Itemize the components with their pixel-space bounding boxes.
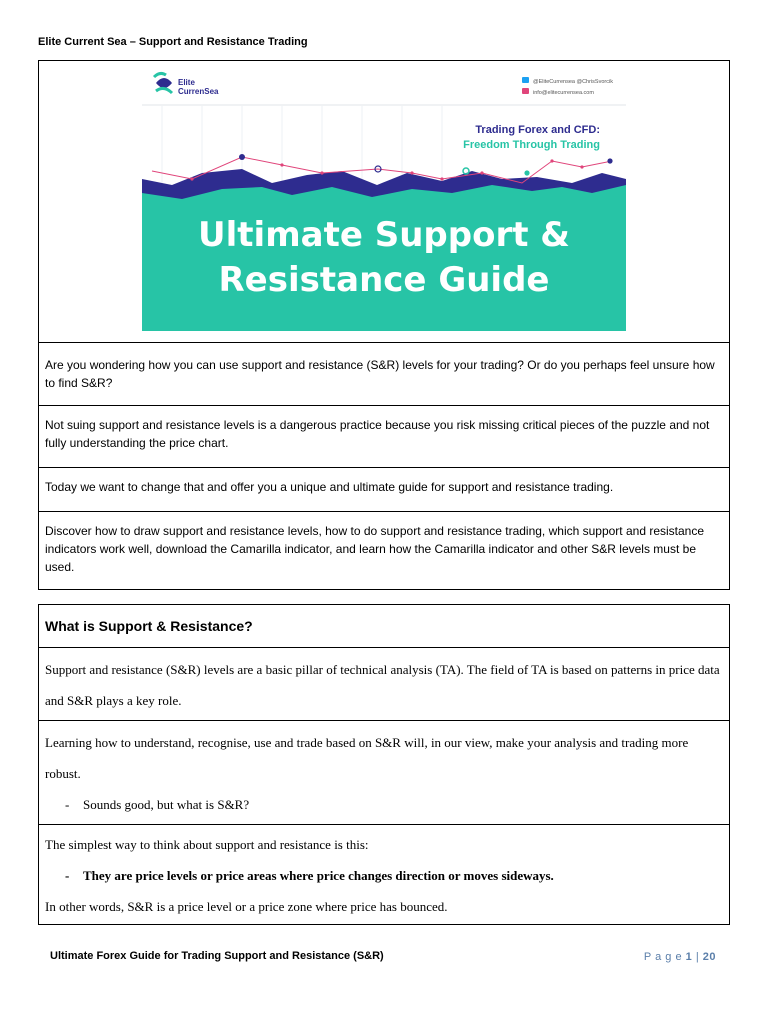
intro-row-2 [39, 405, 729, 467]
section-paragraph-1: Support and resistance (S&R) levels are a basic pillar of technical analysis (TA). The field of TA is based on patterns in price data and S&R plays a key role. [45, 662, 720, 708]
section-paragraph-2: Learning how to understand, recognise, use and trade based on S&R will, in our view, make your analysis and trading more robust. [45, 735, 689, 781]
section-row-3 [39, 824, 729, 925]
tagline-line2: Freedom Through Trading [463, 139, 600, 151]
page-separator: | [695, 951, 700, 963]
section-heading: What is Support & Resistance? [45, 618, 253, 634]
page-word: P a g e [643, 951, 683, 963]
section-paragraph-3: The simplest way to think about support and resistance is this: [45, 837, 369, 852]
page-number [644, 951, 716, 963]
social-twitter: @EliteCurrensea @ChrisSvorcik [533, 79, 613, 85]
intro-paragraph-4: Discover how to draw support and resistance levels, how to do support and resistance trading, which support and resistance indicators work well, download the Camarilla indicator, and learn how the Camarilla indicator and other S&R levels must be used. [45, 524, 705, 574]
bullet-dash: - [65, 797, 70, 812]
tagline-line1: Trading Forex and CFD: [475, 124, 600, 136]
cover-banner-image [142, 61, 626, 331]
bullet-dash: - [65, 868, 70, 883]
footer-title: Ultimate Forex Guide for Trading Support and Resistance (S&R) [50, 950, 384, 962]
intro-row-3 [39, 467, 729, 511]
bullet-text-1: Sounds good, but what is S&R? [83, 797, 250, 812]
section-paragraph-4: In other words, S&R is a price level or a price zone where price has bounced. [45, 899, 448, 914]
email-icon [522, 88, 529, 94]
banner-cell [39, 61, 729, 342]
bullet-item-2 [45, 860, 723, 891]
intro-paragraph-1: Are you wondering how you can use support and resistance (S&R) levels for your trading? Or do you perhaps feel unsure how to find S&R? [45, 358, 715, 390]
banner-title-line1: Ultimate Support & [198, 215, 570, 255]
bullet-text-2: They are price levels or price areas where price changes direction or moves sideways. [83, 868, 554, 883]
intro-paragraph-2: Not suing support and resistance levels is a dangerous practice because you risk missing critical pieces of the puzzle and not fully understanding the price chart. [45, 418, 710, 450]
twitter-icon [522, 77, 529, 83]
intro-row-1 [39, 342, 729, 405]
intro-paragraph-3: Today we want to change that and offer you a unique and ultimate guide for support and resistance trading. [45, 480, 614, 494]
section-row-1 [39, 647, 729, 720]
section-heading-row [39, 605, 729, 647]
running-header: Elite Current Sea – Support and Resistance Trading [38, 36, 308, 48]
brand-name-line2: CurrenSea [178, 87, 219, 96]
bullet-item-1 [45, 789, 723, 820]
page-current: 1 [685, 951, 693, 963]
intro-row-4 [39, 511, 729, 590]
page-total: 20 [702, 951, 716, 963]
banner-title-line2: Resistance Guide [218, 260, 550, 300]
social-email: info@elitecurrensea.com [533, 90, 594, 96]
brand-name-line1: Elite [178, 78, 195, 87]
section-table [38, 604, 730, 925]
section-row-2 [39, 720, 729, 824]
intro-table [38, 60, 730, 590]
